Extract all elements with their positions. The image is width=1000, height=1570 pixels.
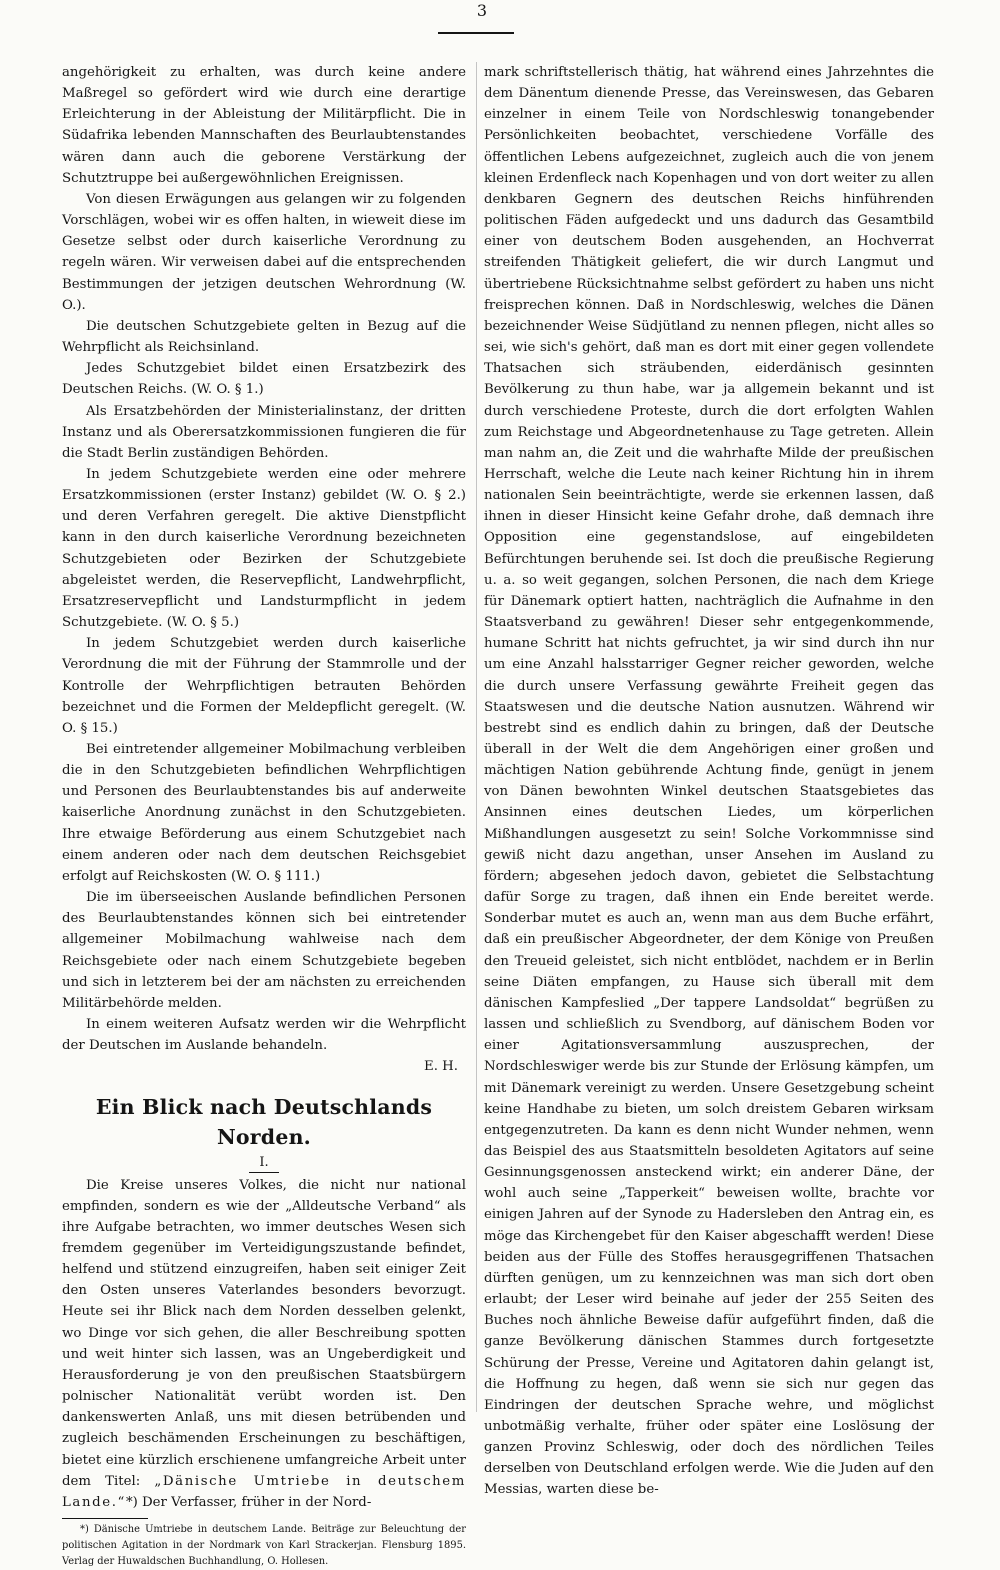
footnote-marker[interactable]: *)	[125, 1494, 138, 1510]
paragraph: mark schriftstellerisch thätig, hat während eines Jahrzehntes die dem Dänentum dienende Presse, das Vereinswesen, das Gebaren einzelner in einem Teile von Nordschleswig tonangebender Persönlichkeiten beobachtet, verschiedene Vorfälle des öffentlichen Lebens aufgezeichnet, zugleich auch die von jenem kleinen Erdenfleck nach Kopenhagen und von dort weiter zu allen denkbaren Gegnern des deutschen Reichs hinführenden politischen Fäden aufgedeckt und uns dadurch das Gesamtbild einer von deutschem Boden ausgehenden, an Hochverrat streifenden Thätigkeit geliefert, die wir durch Langmut und übertriebene Rücksichtnahme selbst gefördert zu haben uns nicht freisprechen können. Daß in Nordschleswig, welches die Dänen bezeichnender Weise Südjütland zu nennen pflegen, nicht alles so sei, wie sich's gehört, daß man es dort mit einer gegen vollendete Thatsachen sich sträubenden, eiderdänisch gesinnten Bevölkerung zu thun habe, war ja allgemein bekannt und ist durch verschiedene Proteste, durch die dort erfolgten Wahlen zum Reichstage und Abgeordnetenhause zu Tage getreten. Allein man nahm an, die Zeit und die wahrhafte Milde der preußischen Herrschaft, welche die Leute nach keiner Richtung hin in ihrem nationalen Sein beeinträchtigte, werde sie erkennen lassen, daß ihnen in dieser Hinsicht keine Gefahr drohe, daß demnach ihre Opposition eine gegenstandslose, auf eingebildeten Befürchtungen beruhende sei. Ist doch die preußische Regierung u. a. so weit gegangen, solchen Personen, die nach dem Kriege für Dänemark optiert hatten, nachträglich die Aufnahme in den Staatsverband zu gewähren! Dieser sehr entgegenkommende, humane Schritt hat nichts gefruchtet, ja wir sind durch ihn nur um eine Anzahl halsstarriger Gegner reicher geworden, welche die durch unsere Verfassung gewährte Freiheit gegen das Staatswesen und die deutsche Nation ausnutzen. Während wir bestrebt sind es endlich dahin zu bringen, daß der Deutsche überall in der Welt die dem Angehörigen einer großen und mächtigen Nation gebührende Achtung finde, genügt in jenem von Dänen bewohnten Winkel deutschen Staatsgebietes das Ansinnen eines deutschen Liedes, um körperlichen Mißhandlungen ausgesetzt zu sein! Solche Vorkommnisse sind gewiß nicht dazu angethan, unser Ansehen im Ausland zu fördern; abgesehen jedoch davon, gebietet die Selbstachtung dafür Sorge zu tragen, daß ihnen ein Ende bereitet werde. Sonderbar mutet es auch an, wenn man aus dem Buche erfährt, daß ein preußischer Abgeordneter, der dem Könige von Preußen den Treueid geleistet, sich nicht entblödet, nachdem er in Berlin seine Diäten empfangen, zu Hause sich überall mit dem dänischen Kampfeslied „Der tappere Landsoldat“ begrüßen zu lassen und schließlich zu Svendborg, auf dänischem Boden vor einer Agitationsversammlung auszusprechen, der Nordschleswiger werde bis zur Stunde der Erlösung kämpfen, um mit Dänemark vereinigt zu werden. Unsere Gesetzgebung scheint keine Handhabe zu bieten, um solch dreistem Gebaren wirksam entgegenzutreten. Da kann es denn nicht Wunder nehmen, wenn das Beispiel des aus Staatsmitteln besoldeten Agitators auf seine Gesinnungsgenossen ansteckend wirkt; ein anderer Däne, der wohl auch seine „Tapperkeit“ beweisen wollte, brachte vor einigen Jahren auf der Synode zu Hadersleben den Antrag ein, es möge das Kirchengebet für den Kaiser abgeschafft werden! Diese beiden aus der Fülle des Stoffes herausgegriffenen Thatsachen dürften genügen, um zu kennzeichnen was man sich dort oben erlaubt; der Leser wird beinahe auf jeder der 255 Seiten des Buches noch ähnliche Beweise dafür aufgeführt finden, daß die ganze Bevölkerung dänischen Stammes durch fortgesetzte Schürung der Presse, Vereine und Agitatoren dahin gelangt ist, die Hoffnung zu hegen, daß wenn sie sich nur gegen das Eindringen der deutschen Sprache wehre, und möglichst unbotmäßig verhalte, früher oder später eine Loslösung der ganzen Provinz Schleswig, oder doch des nördlichen Teiles derselben von Deutschland erfolgen werde. Wie die Juden auf den Messias, warten diese be-	[484, 65, 934, 1498]
left-column	[62, 62, 466, 1567]
column-divider	[476, 62, 477, 1412]
paragraph: Die im überseeischen Auslande befindlichen Personen des Beurlaubtenstandes können sich bei eintretender allgemeiner Mobilmachung wahlweise nach dem Reichsgebiete oder nach einem Schutzgebiete begeben und sich in letzterem bei der am nächsten zu erreichenden Militärbehörde melden.	[62, 890, 466, 1011]
book-title: „Dänische Umtriebe in deutschem Lande.“	[62, 1473, 466, 1510]
intro-text: Die Kreise unseres Volkes, die nicht nur national empfinden, sondern es wie der „Alldeutsche Verband“ als ihre Aufgabe betrachten, wo immer deutsches Wesen sich fremdem gegenüber im Verteidigungszustande befindet, helfend und stützend einzugreifen, haben seit einiger Zeit den Osten unseres Vaterlandes besonders bevorzugt. Heute sei ihr Blick nach dem Norden desselben gelenkt, wo Dinge vor sich gehen, die aller Beschreibung spotten und weit hinter sich lassen, was an Ungeberdigkeit und Herausforderung je von den preußischen Staatsbürgern polnischer Nationalität verübt worden ist. Den dankenswerten Anlaß, uns mit diesen betrübenden und zugleich beschämenden Erscheinungen zu beschäftigen, bietet eine kürzlich erschienene umfangreiche Arbeit unter dem Titel:	[62, 1177, 466, 1489]
footnote-rule	[62, 1518, 148, 1519]
article-intro-paragraph	[62, 1175, 466, 1514]
paragraph: angehörigkeit zu erhalten, was durch keine andere Maßregel so gefördert wird wie durch eine derartige Erleichterung in der Ableistung der Militärpflicht. Die in Südafrika lebenden Mannschaften des Beurlaubtenstandes wären dann auch die geborene Verstärkung der Schutztruppe bei außergewöhnlichen Ereignissen.	[62, 65, 466, 186]
paragraph: Jedes Schutzgebiet bildet einen Ersatzbezirk des Deutschen Reichs. (W. O. § 1.)	[62, 361, 466, 398]
paragraph: In jedem Schutzgebiet werden durch kaiserliche Verordnung die mit der Führung der Stammrolle und der Kontrolle der Wehrpflichtigen betrauten Behörden bezeichnet und die Formen der Meldepflicht geregelt. (W. O. § 15.)	[62, 636, 466, 736]
page-number: 3	[476, 1, 488, 20]
article-title: Ein Blick nach Deutschlands Norden.	[95, 1094, 433, 1149]
paragraph: Von diesen Erwägungen aus gelangen wir zu folgenden Vorschlägen, wobei wir es offen halten, in wieweit diese im Gesetze selbst oder durch kaiserliche Verordnung zu regeln wären. Wir verweisen dabei auf die entsprechenden Bestimmungen der jetzigen deutschen Wehrordnung (W. O.).	[62, 191, 466, 313]
header-rule	[438, 32, 514, 34]
author-signature: E. H.	[424, 1059, 458, 1075]
footnote: *) Dänische Umtriebe in deutschem Lande. Beiträge zur Beleuchtung der politischen Agitation in der Nordmark von Karl Strackerjan. Flensburg 1895. Verlag der Huwaldschen Buchhandlung, O. Hollesen.	[62, 1524, 466, 1567]
paragraph: Als Ersatzbehörden der Ministerialinstanz, der dritten Instanz und als Oberersatzkommissionen fungieren die für die Stadt Berlin zuständigen Behörden.	[62, 403, 466, 461]
paragraph: In einem weiteren Aufsatz werden wir die Wehrpflicht der Deutschen im Auslande behandeln.	[62, 1017, 466, 1054]
paragraph: Die deutschen Schutzgebiete gelten in Bezug auf die Wehrpflicht als Reichsinland.	[62, 318, 466, 356]
right-column	[484, 62, 934, 1498]
paragraph: Bei eintretender allgemeiner Mobilmachung verbleiben die in den Schutzgebieten befindlichen Wehrpflichtigen und Personen des Beurlaubtenstandes bis auf anderweite kaiserliche Anordnung zunächst in den Schutzgebieten. Ihre etwaige Beförderung aus einem Schutzgebiet nach einem anderen oder nach dem deutschen Reichsgebiet erfolgt auf Reichskosten (W. O. § 111.)	[62, 742, 466, 884]
intro-continuation: Der Verfasser, früher in der Nord-	[142, 1494, 372, 1510]
part-number: I.	[259, 1154, 269, 1170]
paragraph: In jedem Schutzgebiete werden eine oder mehrere Ersatzkommissionen (erster Instanz) gebildet (W. O. § 2.) und deren Verfahren geregelt. Die aktive Dienstpflicht kann in den durch kaiserliche Verordnung bezeichneten Schutzgebieten oder Bezirken der Schutzgebiete abgeleistet werden, die Reservepflicht, Landwehrpflicht, Ersatzreservepflicht und Landsturmpflicht in jedem Schutzgebiete. (W. O. § 5.)	[62, 466, 466, 631]
part-number-underline	[249, 1172, 279, 1173]
